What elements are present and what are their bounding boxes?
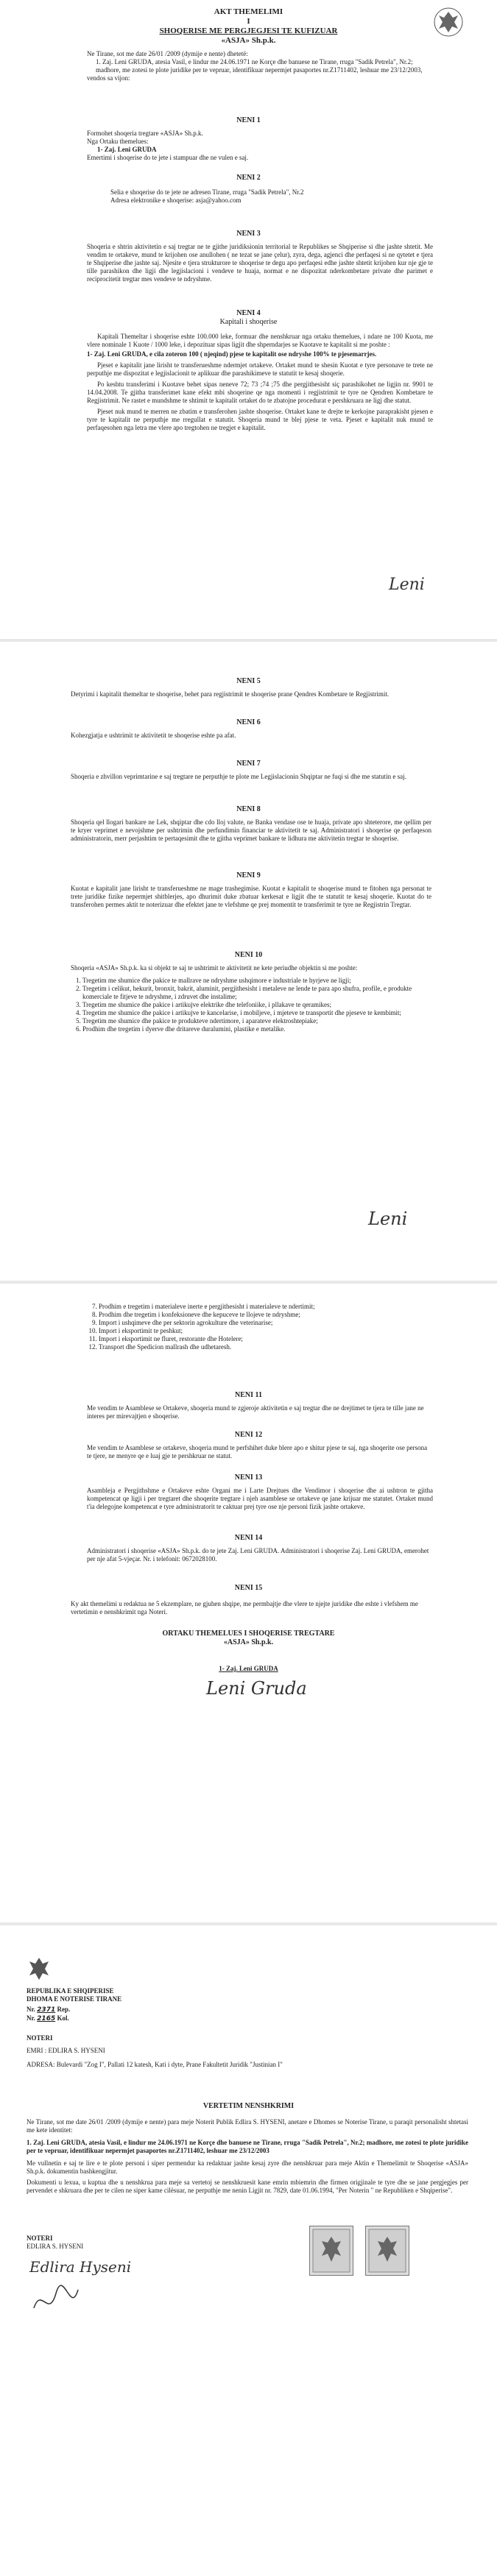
article-2-heading: NENI 2 <box>236 174 261 182</box>
article-4-text-1: Kapitali Themeltar i shoqerise eshte 100.000 leke, formuar dhe nenshkruar nga ortaku themelues, i ndare ne 100 Kuota, me vlere nominale 1 Kuote / 1000 leke, i depozituar sipas ligjit dhe shperndarjes se Kuotave te kapitalit si me poshte : <box>87 333 433 348</box>
list-item: 2. Tregetim i celikut, hekurit, bronxit, bakrit, aluminit, pergjithesisht i metaleve ne lende te para apo shufra, profile, e produkte komerciale te fitjeve te ndryshme, i zdruvet dhe instalime; <box>82 985 431 1001</box>
list-item: 3. Tregetim me shumice dhe pakice i artikujve elektrike dhe telefoniike, i pllakave te qeramikes; <box>82 1001 431 1009</box>
founder-name: 1- Zaj. Leni GRUDA <box>219 1665 278 1672</box>
article-12-text: Me vendim te Asamblese se ortakeve, shoqeria mund te perfshihet duke blere apo e shitur pjese te saj, nga shoqerite ose persona te tjere, ne menyre qe e luaj gje te pershkruar ne statut. <box>87 1444 428 1459</box>
signature-page-3: Leni Gruda <box>206 1678 307 1699</box>
list-item: 4. Tregetim me shumice dhe pakice i artikujve te kancelarise, i mobiljeve, i mjeteve te transportit dhe pjeseve te kembimit; <box>82 1009 431 1017</box>
article-4-text-5: Pjeset nuk mund te merren ne zbatim e transferohen jashte shoqerise. Ortaket kane te drejte te kerkojne paraprakisht pjesen e tyre te kapitalit ne perputhje me rregullat e statutit. Shoqeria mund te blej pjese te veta. Pjeset e kapitalit nuk mund te perfaqesohen nga letra me vlere apo tregtohen ne tregjet e kapitalit. <box>87 408 433 431</box>
republic-heading: REPUBLIKA E SHQIPERISE <box>27 1987 114 1995</box>
notary-label: NOTERI <box>27 2034 53 2042</box>
notary-signature-mark <box>27 2279 85 2323</box>
article-4-text-3: Pjeset e kapitalit jane lirisht te transferueshme ndermjet ortakeve. Ortaket mund te shesin Kuotat e tyre personave te trete ne perputhje me dispozitat e legjislacionit te aplikuar dhe parashikimeve te statutit te kesaj shoqerie. <box>87 361 433 377</box>
article-15-text: Ky akt themelimi u redaktua ne 5 ekzemplare, ne gjuhen shqipe, me permbajtje dhe vlere te njejte juridike dhe eshte i vlefshem me vertetimin e nenshkrimit nga Noteri. <box>71 1600 418 1616</box>
article-4-heading: NENI 4 <box>236 309 261 317</box>
article-10-intro: Shoqeria «ASJA» Sh.p.k. ka si objekt te saj te ushtrimit te aktivitetit ne kete periudhe objektin si me poshte: <box>71 964 358 972</box>
revenue-stamp-2 <box>365 2226 409 2276</box>
founder-title: ORTAKU THEMELUES I SHOQERISE TREGTARE <box>162 1630 335 1638</box>
document-page-2 <box>0 642 497 1281</box>
founder-company: «ASJA» Sh.p.k. <box>223 1638 274 1646</box>
stamp-emblem-icon <box>310 2226 353 2275</box>
notary-signature: Edlira Hyseni <box>29 2258 132 2276</box>
signature-scribble-icon <box>27 2279 85 2323</box>
article-5-heading: NENI 5 <box>236 677 261 685</box>
intro-decide: vendos sa vijon: <box>87 74 130 82</box>
article-1-text-3: 1- Zaj. Leni GRUDA <box>97 146 157 153</box>
notary-emblem <box>27 1955 52 1983</box>
verification-notary-label: NOTERI <box>27 2234 53 2242</box>
list-item: 10. Import i eksportimit te peshkut; <box>99 1327 433 1335</box>
intro-line: Ne Tirane, sot me date 26/01 /2009 (dymije e nente) dhetetë: <box>87 50 248 57</box>
signature-page-1: Leni <box>389 576 425 594</box>
act-title: AKT THEMELIMI <box>214 7 283 16</box>
list-item: 6. Prodhim dhe tregetim i dyerve dhe dritareve duralumini, plastike e metalike. <box>82 1025 431 1033</box>
article-11-heading: NENI 11 <box>235 1391 262 1399</box>
article-5-text: Detyrimi i kapitalit themeltar te shoqerise, behet para regjistrimit te shoqerise prane Qendres Kombetare te Regjistrimit. <box>71 690 390 698</box>
verification-person: 1. Zaj. Leni GRUDA, atesia Vasil, e lindur me 24.06.1971 ne Korçe dhe banuese ne Tirane, rruga "Sadik Petrela", Nr.2; madhore, me zotesi te plote juridike per te vepruar, identifikuar nepermjet pasaportes nr.Z1711402, leshuar me 23/12/2003 <box>27 2139 468 2154</box>
rep-number: Nr. 2371 Rep. <box>27 2006 71 2014</box>
article-12-heading: NENI 12 <box>234 1431 263 1439</box>
verification-title: VERTETIM NENSHKRIMI <box>202 2102 295 2110</box>
list-item: 1. Tregetim me shumice dhe pakice te mallrave ne ndryshme ushqimore e industriale te hyrjeve ne ligji; <box>82 977 431 985</box>
signature-page-2: Leni <box>368 1209 408 1229</box>
article-4-text-4: Po keshtu transferimi i Kuotave behet sipas neneve 72; 73 ;74 ;75 dhe pergjithesisht siç parashikohet ne ligjin nr. 9901 te 14.04.2008. Te gjitha transferimet kane efekt mbi shoqerine qe nga momenti i regjistrimit te tyre ne Qendren Kombetare te Regjistrimit. Ne rastet e mundshme te shtimit te kapitalit ortaket do te zbatojne procedurat e pershkruara ne ligj dhe statut. <box>87 381 433 404</box>
verification-notary-name: EDLIRA S. HYSENI <box>27 2243 84 2250</box>
notary-chamber: DHOMA E NOTERISE TIRANE <box>27 1995 122 2003</box>
list-item: 11. Import i eksportimit ne fluret, restorante dhe Hotelere; <box>99 1335 433 1343</box>
article-3-text: Shoqeria e shtrin aktivitetin e saj tregtar ne te gjithe juridiksionin territorial te Republikes se Shqiperise si dhe jashte shtetit. Me vendim te ortakeve, mund te krijohen ose anullohen ( ne tezat se jane çelur), zyra, dega, agjenci dhe perfaqesi si ne qytetet e tjera te Shqiperise dhe jashte saj. Njesite e tjera strukturore te shoqerise te degu apo perfaqesi edhe jashte shtetit krijohen kur nje gje te tille parashikon dhe ligji dhe legjislacioni i vendeve te huaja, normat e ne dispozitat nderkombetare private dhe parimet e reciprocitetit tregtar mes vendeve te ndryshme. <box>87 243 433 283</box>
verification-body-1: Me vullnetin e saj te lire e te plote personi i siper permendur ka redaktuar jashte kesaj zyre dhe nenshkruar para meje Aktin e Themelimit te Shoqerise «ASJA» Sh.p.k. dokumentin bashkengjitur. <box>27 2159 468 2175</box>
notary-name: EMRI : EDLIRA S. HYSENI <box>27 2047 105 2054</box>
founder-line: 1. Zaj. Leni GRUDA, atesia Vasil, e lindur me 24.06.1971 ne Korçe dhe banuese ne Tirane, rruga "Sadik Petrela", Nr.2; madhore, me zotesi te plote juridike per te vepruar, identifikuar nepermjet pasaportes nr.Z1711402, leshuar me 23/12/2003, <box>96 58 423 74</box>
kol-number: Nr. 2165 Kol. <box>27 2014 69 2023</box>
article-15-heading: NENI 15 <box>234 1584 263 1592</box>
revenue-stamp-1 <box>309 2226 353 2276</box>
objects-list <box>71 977 431 1033</box>
article-13-heading: NENI 13 <box>234 1473 263 1482</box>
article-2-text-2: Adresa elektronike e shoqerise: asja@yahoo.com <box>110 197 242 204</box>
list-item: 7. Prodhim e tregetim i materialeve inerte e pergjithesisht i materialeve te ndertimit; <box>99 1303 433 1311</box>
verification-intro: Ne Tirane, sot me date 26/01 /2009 (dymije e nente) para meje Noterit Publik Edlira S. HYSENI, anetare e Dhomes se Noterise Tirane, u paraqit personalisht shtetasi me kete identitet: <box>27 2118 468 2134</box>
article-10-heading: NENI 10 <box>234 951 263 959</box>
article-8-text: Shoqeria qel llogari bankare ne Lek, shqiptar dhe cdo lloj valute, ne Banka vendase ose te huaja, private apo shteterore, me qellim per te kryer veprimet e nevojshme per ushtrimin dhe perfundimin financiar te aktivitetit te saj. Administratori i shoqerise qe perfaqeson administratorin, merr perjashtim te pertaqesimit dhe te gjitha veprimet bankare te lidhura me aktivitetin tregtar te shoqerise. <box>71 818 431 842</box>
verification-body-2: Dokumenti u lexua, u kuptua dhe u nenshkrua para meje sa vertetoj se nenshkruesit kane emrin mbiemrin dhe firmen origjinale te tyre dhe se jane pergjegjes per pervendet e shkruara dhe per te cilen ne siper kame cilësuar, ne perputhje me nenin Ligjit nr. 7829, date 01.06.1994, "Per Noterin " ne Republiken e Shqiperise". <box>27 2179 468 2194</box>
article-11-text: Me vendim te Asamblese se Ortakeve, shoqeria mund te zgjeroje aktivitetin e saj tregtar dhe ne drejtimet te tjera te tille jane ne interes per mirevajtjen e shoqerise. <box>87 1404 424 1420</box>
article-14-text: Administratori i shoqerise «ASJA» Sh.p.k. do te jete Zaj. Leni GRUDA. Administratori i shoqerise Zaj. Leni GRUDA, emerohet per nje afat 5-vjeçar. Nr. i telefonit: 0672028100. <box>87 1547 429 1563</box>
notary-address: ADRESA: Bulevardi "Zog I", Pallati 12 katesh, Kati i dyte, Prane Fakultetit Juridik "Justinian I" <box>27 2061 283 2068</box>
eagle-emblem-icon <box>27 1955 52 1983</box>
article-7-text: Shoqeria e zhvillon veprimtarine e saj tregtare ne perputhje te plote me Legjislacionin Shqiptar ne fuqi si dhe me statutin e saj. <box>71 773 406 780</box>
article-8-heading: NENI 8 <box>236 805 261 813</box>
document-page-4 <box>0 1925 497 2576</box>
act-title-4: «ASJA» Sh.p.k. <box>221 36 276 45</box>
act-title-3: SHOQERISE ME PERGJEGJESI TE KUFIZUAR <box>159 26 338 35</box>
article-4-title: Kapitali i shoqerise <box>219 318 278 326</box>
article-4-text-2: 1- Zaj. Leni GRUDA, e cila zoteron 100 ( njeqind) pjese te kapitalit ose ndryshe 100% te pjesemarrjes. <box>87 350 377 358</box>
list-item: 9. Import i ushqimeve dhe per sektorin agrokulture dhe veterinarise; <box>99 1319 433 1327</box>
objects-list-continued <box>87 1303 433 1351</box>
article-9-text: Kuotat e kapitalit jane lirisht te transferueshme ne mage trashegimise. Kuotat e kapitalit te shoqerise mund te fitohen nga personat te trete juridike fizike nepermjet shitblerjes, apo dhurimit duke zbatuar kerkesat e ligjit dhe te statutit te kesaj shoqerie. Kuotat do te transferohen permes aktit te noterizuar dhe efektet jane te vlefshme qe prej momentit te transferimit te tyre ne Regjistrin Tregtar. <box>71 885 431 908</box>
article-3-heading: NENI 3 <box>236 230 261 238</box>
list-item: 5. Tregetim me shumice dhe pakice te produkteve ndertimore, i aparateve elektroshtepiake; <box>82 1017 431 1025</box>
article-1-heading: NENI 1 <box>236 116 261 124</box>
article-7-heading: NENI 7 <box>236 760 261 768</box>
rep-number-value: 2371 <box>37 2006 56 2014</box>
kol-number-value: 2165 <box>37 2015 56 2023</box>
article-13-text: Asambleja e Pergjithshme e Ortakeve eshte Organi me i Larte Drejtues dhe Vendimor i shoqerise dhe ai ushtron te gjitha kompetencat qe ligji i per tregtaret dhe shoqerite tregtare i njeh asamblese se ortakeve qe jane krijuar me statutet. Ortaket mund t'ia delegojne kompetencat e tyre administratorit te caktuar prej tyre ose nje personi fizik jashte ortakeve. <box>87 1487 433 1510</box>
article-1-text-2: Nga Ortaku themelues: <box>87 138 149 145</box>
article-1-text-4: Emertimi i shoqerise do te jete i stampuar dhe ne vulen e saj. <box>87 154 249 161</box>
document-page-1 <box>0 0 497 639</box>
stamp-emblem-icon <box>366 2226 409 2275</box>
article-6-heading: NENI 6 <box>236 718 261 726</box>
document-page-3 <box>0 1284 497 1922</box>
act-title-2: I <box>247 17 250 26</box>
article-6-text: Kohezgjatja e ushtrimit te aktivitetit te shoqerise eshte pa afat. <box>71 732 236 739</box>
list-item: 12. Transport dhe Spedicion mallrash dhe udhetaresh. <box>99 1343 433 1351</box>
article-1-text-1: Formohet shoqeria tregtare «ASJA» Sh.p.k. <box>87 130 203 137</box>
article-9-heading: NENI 9 <box>236 871 261 880</box>
article-2-text-1: Selia e shoqerise do te jete ne adresen Tirane, rruga "Sadik Petrela", Nr.2 <box>110 188 304 196</box>
article-14-heading: NENI 14 <box>234 1534 263 1542</box>
list-item: 8. Prodhim dhe tregetim i konfeksioneve dhe kepuceve te llojeve te ndryshme; <box>99 1311 433 1319</box>
